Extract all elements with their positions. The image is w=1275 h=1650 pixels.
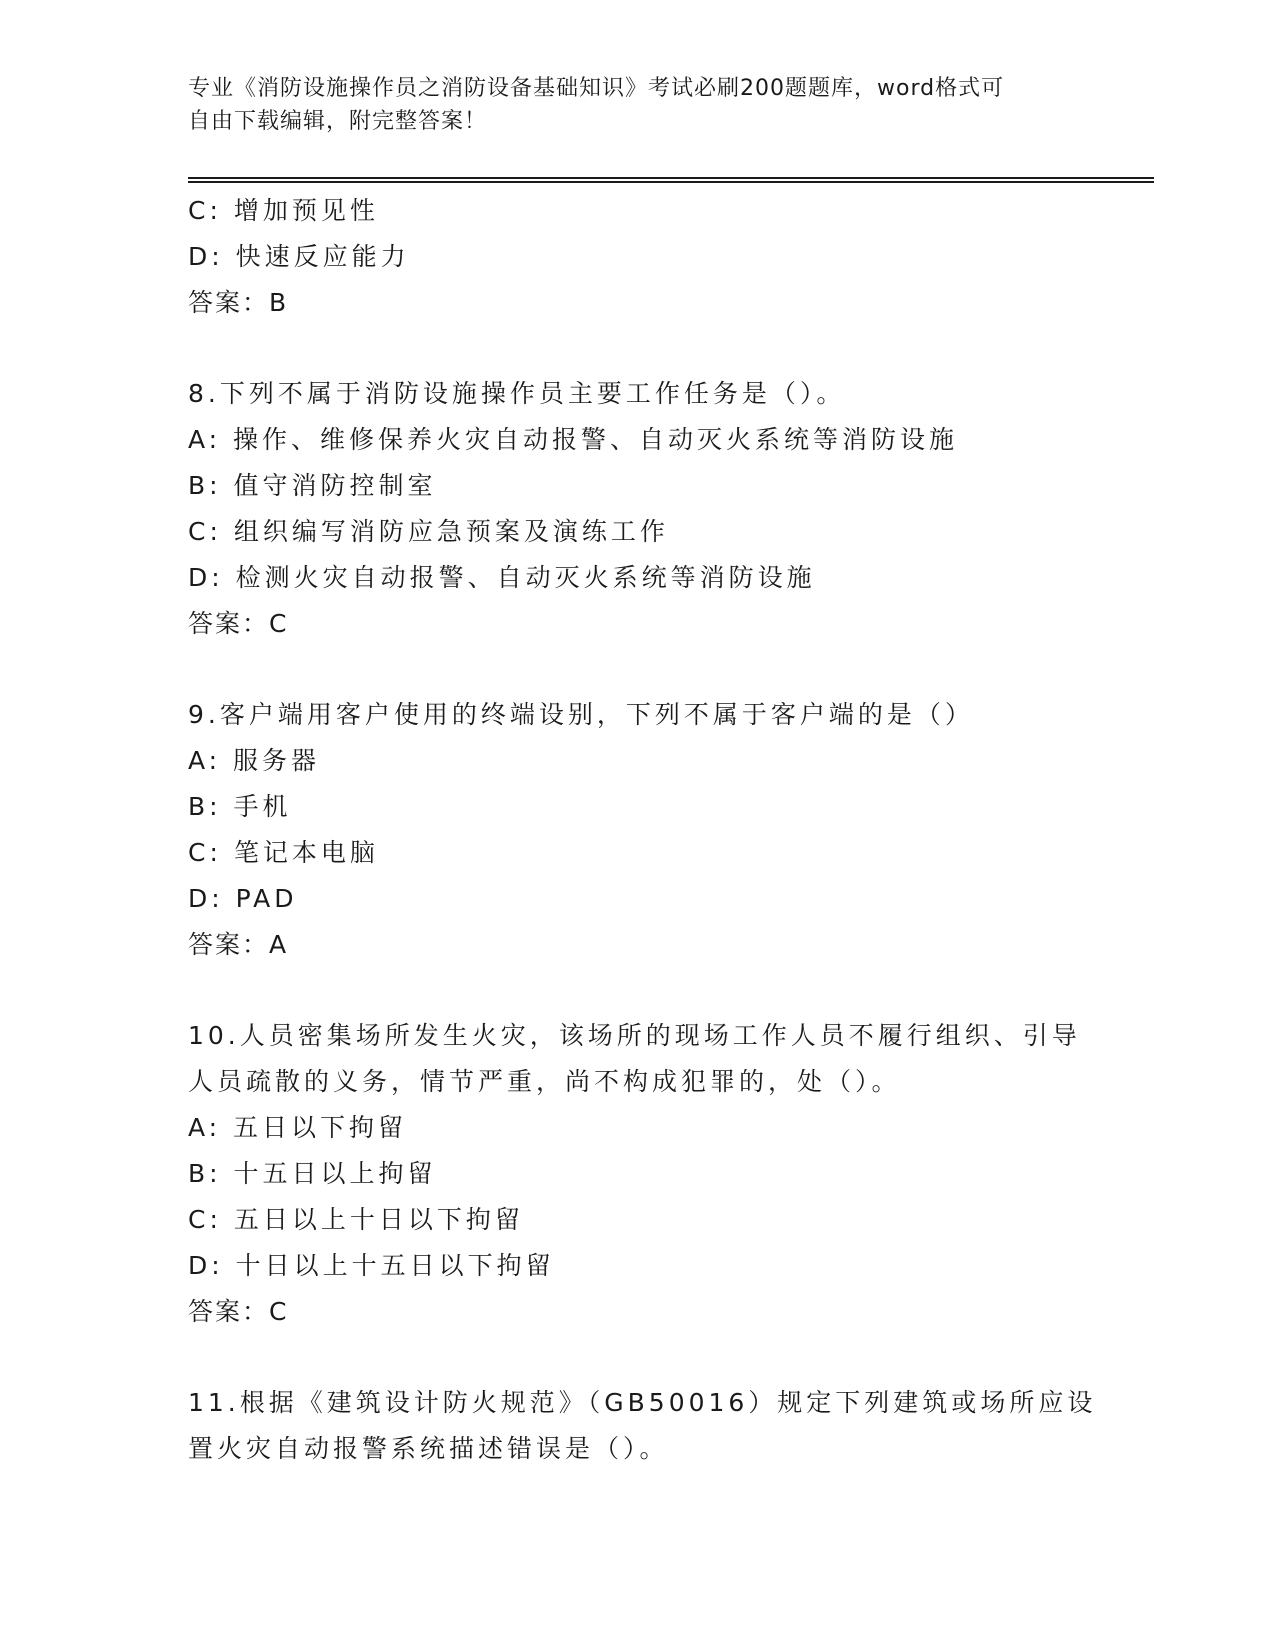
spacer — [188, 1335, 1108, 1380]
page-header — [188, 72, 1068, 138]
option-d: D: 十日以上十五日以下拘留 — [188, 1251, 555, 1280]
question-10 — [188, 1013, 1108, 1335]
option-b: B: 十五日以上拘留 — [188, 1159, 437, 1188]
question-stem-line-1: 10.人员密集场所发生火灾，该场所的现场工作人员不履行组织、引导 — [188, 1021, 1081, 1050]
answer-line: 答案：C — [188, 1297, 289, 1326]
header-line-2: 自由下载编辑，附完整答案！ — [188, 109, 488, 134]
question-stem: 8.下列不属于消防设施操作员主要工作任务是（）。 — [188, 379, 846, 408]
option-d: D: PAD — [188, 884, 298, 913]
question-stem: 9.客户端用客户使用的终端设别，下列不属于客户端的是（） — [188, 700, 974, 729]
answer-line: 答案：A — [188, 930, 289, 959]
question-8 — [188, 371, 1108, 647]
option-c: C: 五日以上十日以下拘留 — [188, 1205, 524, 1234]
answer-line: 答案：C — [188, 609, 289, 638]
spacer — [188, 968, 1108, 1013]
option-c: C: 增加预见性 — [188, 196, 379, 225]
question-9 — [188, 692, 1108, 968]
question-content — [188, 188, 1108, 1472]
option-c: C: 组织编写消防应急预案及演练工作 — [188, 517, 669, 546]
option-d: D: 检测火灾自动报警、自动灭火系统等消防设施 — [188, 563, 816, 592]
option-a: A: 五日以下拘留 — [188, 1113, 408, 1142]
question-stem-line-2: 置火灾自动报警系统描述错误是（）。 — [188, 1434, 669, 1463]
question-11 — [188, 1380, 1108, 1472]
answer-line: 答案：B — [188, 288, 289, 317]
option-a: A: 服务器 — [188, 746, 321, 775]
header-divider — [188, 177, 1154, 183]
option-d: D: 快速反应能力 — [188, 242, 410, 271]
option-c: C: 笔记本电脑 — [188, 838, 379, 867]
option-a: A: 操作、维修保养火灾自动报警、自动灭火系统等消防设施 — [188, 425, 959, 454]
question-stem-line-2: 人员疏散的义务，情节严重，尚不构成犯罪的，处（）。 — [188, 1067, 901, 1096]
header-line-1: 专业《消防设施操作员之消防设备基础知识》考试必刷200题题库，word格式可 — [188, 76, 1005, 101]
question-stem-line-1: 11.根据《建筑设计防火规范》（GB50016）规定下列建筑或场所应设 — [188, 1388, 1097, 1417]
spacer — [188, 647, 1108, 692]
spacer — [188, 326, 1108, 371]
option-b: B: 手机 — [188, 792, 292, 821]
previous-question-tail — [188, 188, 1108, 326]
option-b: B: 值守消防控制室 — [188, 471, 437, 500]
